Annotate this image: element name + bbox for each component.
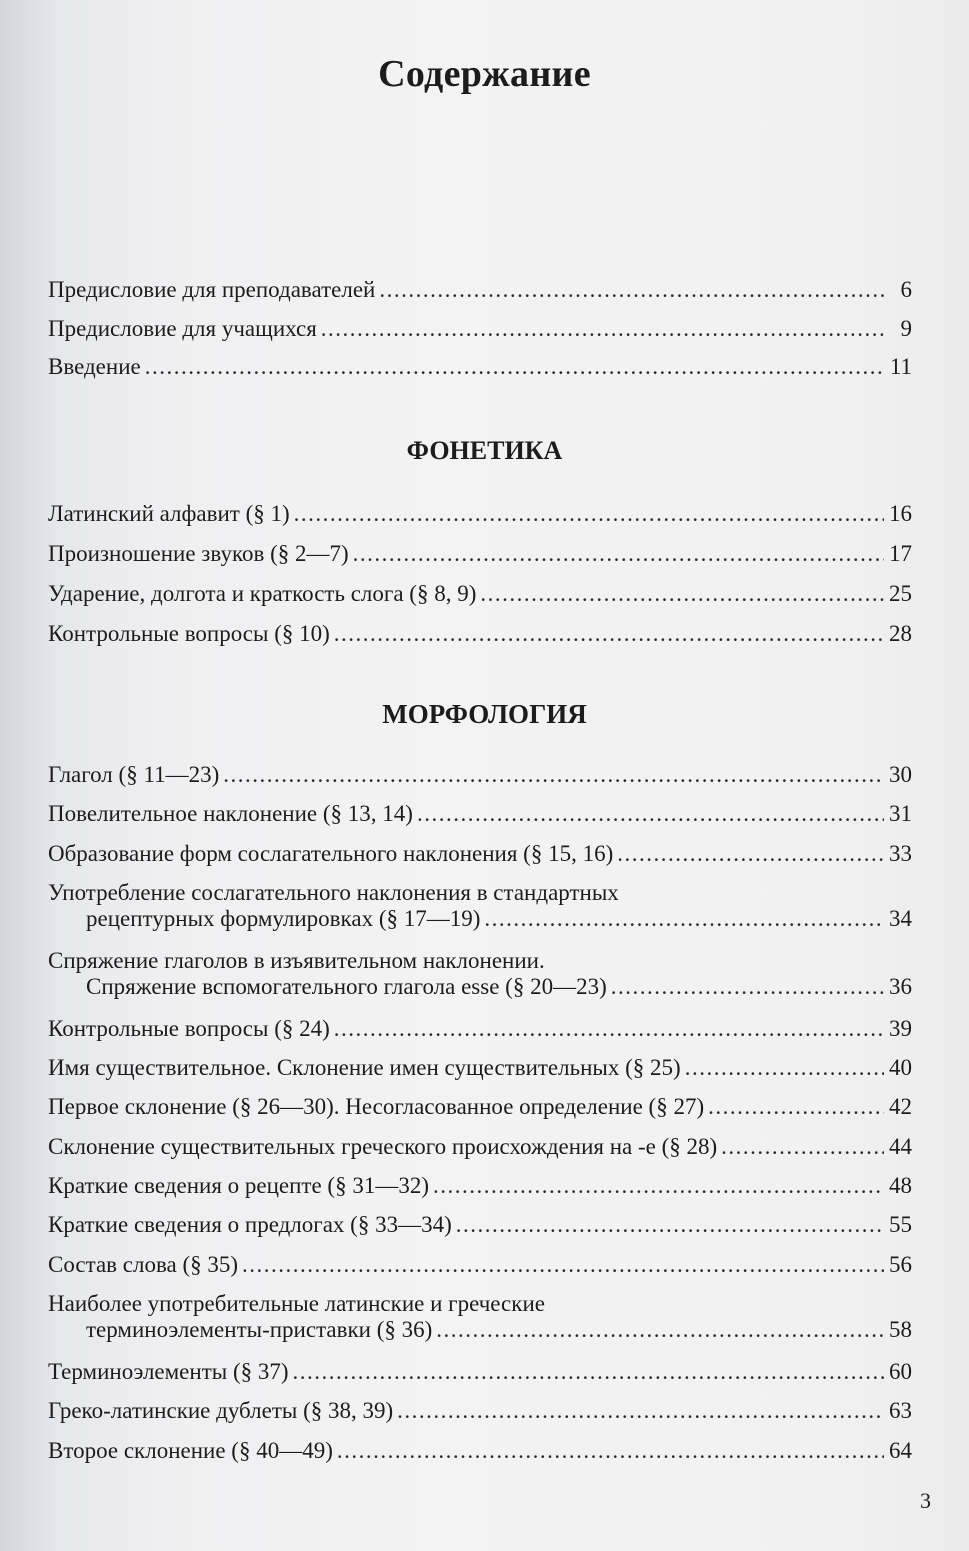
toc-entry-page: 42 [889,1094,912,1120]
dot-leader [484,906,884,932]
toc-entry-label: Склонение существительных греческого происхождения на -е (§ 28) [48,1133,718,1159]
dot-leader [617,841,884,867]
toc-entry[interactable] [48,880,912,948]
toc-entry[interactable] [48,581,912,621]
toc-entry-page: 60 [889,1358,912,1384]
toc-entry[interactable] [48,1359,912,1398]
toc-entry-page: 33 [889,840,912,866]
toc-entry[interactable] [48,841,912,880]
dot-leader [334,621,884,647]
toc-entry-page: 11 [889,354,912,379]
dot-leader [417,801,884,827]
dot-leader [397,1398,884,1424]
dot-leader [433,1173,884,1199]
toc-entry-page: 36 [889,973,912,999]
toc-entry[interactable] [48,1055,912,1094]
toc-entry-label: Состав слова (§ 35) [48,1251,239,1277]
toc-entry-page: 25 [889,581,912,606]
toc-entry-label: Второе склонение (§ 40—49) [48,1437,333,1463]
toc-entry-page: 39 [889,1015,912,1041]
toc-entry-page: 31 [889,801,912,827]
dot-leader [294,501,884,527]
toc-entry[interactable] [48,354,912,393]
toc-entry-label: Первое склонение (§ 26—30). Несогласованное определение (§ 27) [48,1094,705,1120]
toc-entry-page: 9 [900,315,912,341]
toc-entry-label: Введение [48,354,141,379]
toc-entry[interactable] [48,501,912,541]
toc-entry-page: 55 [889,1212,912,1238]
dot-leader [611,974,884,1000]
dot-leader [708,1094,884,1120]
dot-leader [721,1134,884,1160]
toc-entry-label: Краткие сведения о рецепте (§ 31—32) [48,1173,430,1199]
toc-entry-page: 6 [900,277,912,302]
dot-leader [353,541,884,567]
toc-entry-page: 63 [889,1398,912,1424]
toc-entry[interactable] [48,1173,912,1212]
toc-entry-page: 40 [889,1055,912,1081]
dot-leader [223,762,884,788]
toc-entry-label: Предисловие для учащихся [48,315,317,341]
dot-leader [337,1438,884,1464]
toc-entry[interactable] [48,277,912,316]
dot-leader [685,1055,884,1081]
toc-entry-label: Предисловие для преподавателей [48,277,376,302]
toc-entry-page: 16 [889,501,912,526]
toc-entry[interactable] [48,1398,912,1437]
toc-entry-label: Глагол (§ 11—23) [48,762,220,787]
toc-entry-label: Терминоэлементы (§ 37) [48,1358,289,1384]
toc-entry-page: 17 [889,541,912,566]
toc-entry-label-continued: терминоэлементы-приставки (§ 36) [86,1316,433,1342]
toc-entry[interactable] [48,316,912,355]
toc-entry[interactable] [48,948,912,1016]
page-title: Содержание [378,53,591,95]
dot-leader [242,1252,884,1278]
toc-entry-label: Имя существительное. Склонение имен существительных (§ 25) [48,1055,681,1081]
dot-leader [145,354,884,380]
toc-entry-page: 44 [889,1133,912,1159]
page-number: 3 [920,1488,931,1513]
toc-entry-label: Употребление сослагательного наклонения в стандартных [48,879,619,905]
section-heading-morphology: МОРФОЛОГИЯ [382,699,587,729]
toc-entry-page: 56 [889,1251,912,1277]
dot-leader [334,1016,884,1042]
dot-leader [379,277,884,303]
toc-entry-label: Греко-латинские дублеты (§ 38, 39) [48,1398,394,1424]
toc-entry-label: Образование форм сослагательного наклонения (§ 15, 16) [48,840,614,866]
dot-leader [436,1317,884,1343]
toc-entry[interactable] [48,1291,912,1359]
section-heading-phonetics: ФОНЕТИКА [406,436,563,465]
toc-entry[interactable] [48,1212,912,1251]
toc-entry-label: Произношение звуков (§ 2—7) [48,541,349,566]
toc-entry-label-continued: рецептурных формулировках (§ 17—19) [86,905,481,931]
toc-entry-page: 28 [889,621,912,646]
toc-phonetics [48,501,912,661]
toc-entry-label: Контрольные вопросы (§ 24) [48,1015,330,1041]
toc-entry-label: Спряжение глаголов в изъявительном наклонении. [48,947,545,973]
toc-entry-page: 48 [889,1173,912,1199]
toc-entry-label: Ударение, долгота и краткость слога (§ 8, 9) [48,581,477,606]
toc-entry[interactable] [48,1094,912,1133]
toc-entry[interactable] [48,1016,912,1055]
toc-entry-page: 58 [889,1316,912,1342]
toc-entry-label: Повелительное наклонение (§ 13, 14) [48,801,413,827]
toc-entry-page: 30 [889,762,912,787]
toc-entry[interactable] [48,1438,912,1477]
toc-entry-label: Латинский алфавит (§ 1) [48,501,290,526]
dot-leader [456,1212,884,1238]
toc-morphology [48,762,912,1477]
toc-entry[interactable] [48,621,912,661]
toc-entry[interactable] [48,762,912,801]
toc-entry[interactable] [48,541,912,581]
toc-entry[interactable] [48,1252,912,1291]
dot-leader [321,316,884,342]
toc-entry-label: Наиболее употребительные латинские и греческие [48,1290,545,1316]
toc-intro [48,277,912,393]
toc-entry-label-continued: Спряжение вспомогательного глагола esse (§ 20—23) [86,973,607,999]
dot-leader [293,1359,884,1385]
toc-entry-page: 64 [889,1437,912,1463]
toc-entry-label: Контрольные вопросы (§ 10) [48,621,330,646]
toc-entry[interactable] [48,1134,912,1173]
toc-entry-page: 34 [889,905,912,931]
toc-entry[interactable] [48,801,912,840]
toc-entry-label: Краткие сведения о предлогах (§ 33—34) [48,1212,452,1238]
dot-leader [480,581,884,607]
